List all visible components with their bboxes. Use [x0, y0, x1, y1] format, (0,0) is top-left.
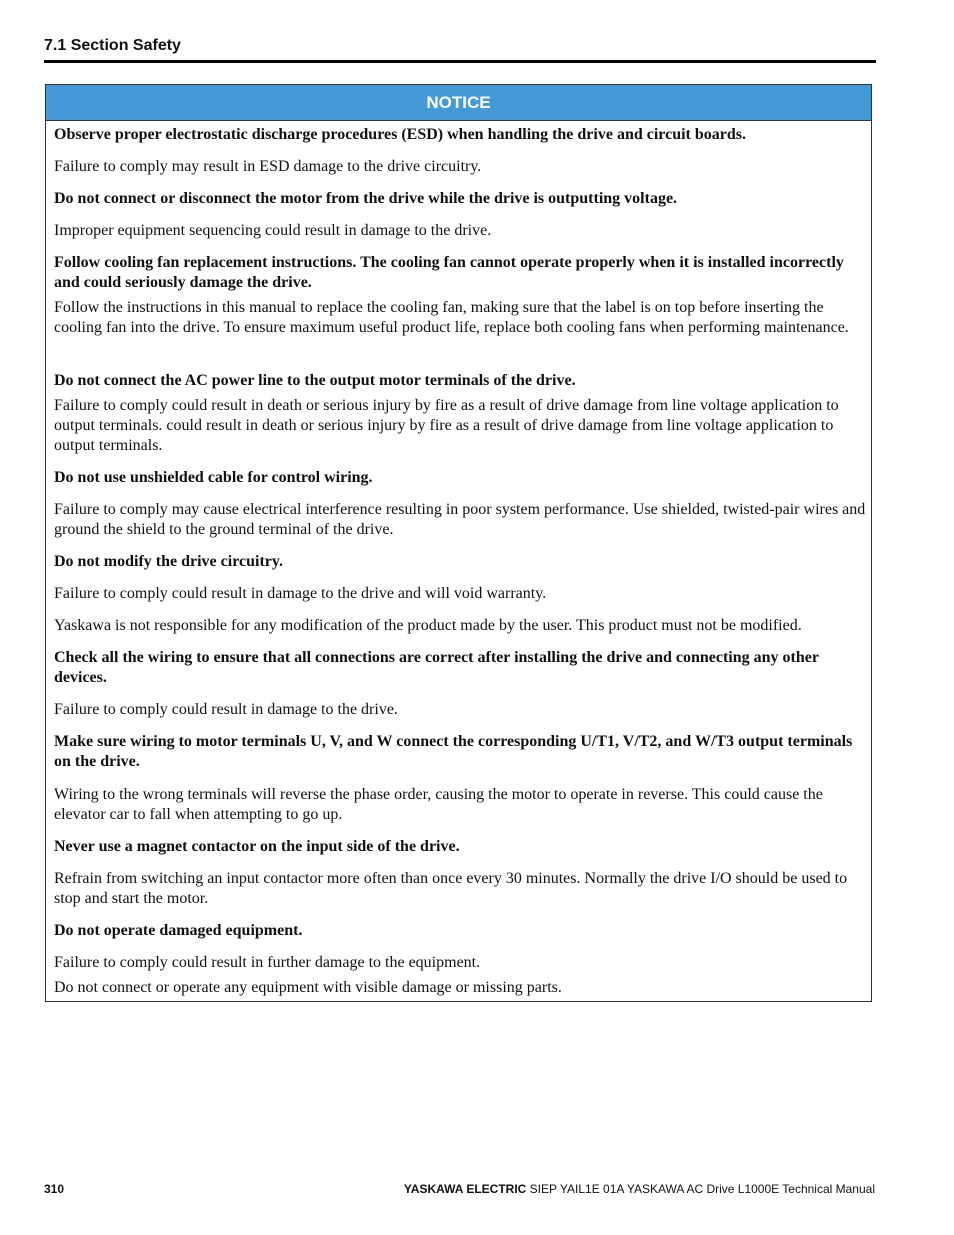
section-header-title: 7.1 Section Safety	[44, 37, 181, 54]
notice-item: Do not connect the AC power line to the output motor terminals of the drive.	[54, 372, 576, 389]
notice-heading: NOTICE	[46, 85, 871, 121]
notice-item: Yaskawa is not responsible for any modification of the product made by the user. This product must not be modified.	[54, 617, 802, 634]
notice-box	[45, 84, 872, 1002]
notice-item: Do not use unshielded cable for control wiring.	[54, 469, 373, 486]
notice-item: Do not operate damaged equipment.	[54, 922, 303, 939]
footer-manual-title	[404, 1182, 875, 1196]
notice-item: Never use a magnet contactor on the input side of the drive.	[54, 838, 460, 855]
notice-item: Check all the wiring to ensure that all connections are correct after installing the drive and connecting any other devices.	[54, 649, 819, 686]
footer-brand: YASKAWA ELECTRIC	[403, 1182, 527, 1196]
notice-item: Wiring to the wrong terminals will reverse the phase order, causing the motor to operate in reverse. This could cause the elevator car to fall when attempting to go up.	[54, 786, 823, 823]
notice-item: Follow cooling fan replacement instructions. The cooling fan cannot operate properly when it is installed incorrectly and could seriously damage the drive.	[54, 254, 844, 291]
notice-item: Failure to comply could result in further damage to the equipment.	[54, 954, 481, 971]
header-rule	[44, 60, 876, 63]
notice-item: Do not connect or operate any equipment with visible damage or missing parts.	[54, 979, 562, 996]
notice-item: Make sure wiring to motor terminals U, V, and W connect the corresponding U/T1, V/T2, and W/T3 output terminals on the drive.	[54, 733, 853, 770]
notice-item: Failure to comply could result in damage to the drive.	[54, 701, 398, 718]
notice-item: Failure to comply could result in death or serious injury by fire as a result of drive damage from line voltage application to output terminals. could result in death or serious injury by fire as a result of drive damage from line voltage application to output terminals.	[54, 397, 839, 454]
notice-item: Do not connect or disconnect the motor from the drive while the drive is outputting voltage.	[54, 190, 678, 207]
notice-item: Improper equipment sequencing could result in damage to the drive.	[54, 222, 492, 239]
notice-item: Do not modify the drive circuitry.	[54, 553, 284, 570]
page-number: 310	[44, 1182, 65, 1196]
notice-item: Failure to comply may cause electrical interference resulting in poor system performance. Use shielded, twisted-pair wires and ground the shield to the ground terminal of the drive.	[54, 501, 866, 538]
notice-item: Failure to comply may result in ESD damage to the drive circuitry.	[54, 158, 482, 175]
notice-item: Observe proper electrostatic discharge procedures (ESD) when handling the drive and circuit boards.	[54, 126, 746, 143]
footer-manual: SIEP YAIL1E 01A YASKAWA AC Drive L1000E Technical Manual	[526, 1182, 875, 1196]
notice-item: Failure to comply could result in damage to the drive and will void warranty.	[54, 585, 547, 602]
notice-item: Follow the instructions in this manual to replace the cooling fan, making sure that the label is on top before inserting the cooling fan into the drive. To ensure maximum useful product life, replace both cooling fans when performing maintenance.	[54, 299, 849, 336]
notice-item: Refrain from switching an input contactor more often than once every 30 minutes. Normally the drive I/O should be used to stop and start the motor.	[54, 870, 848, 907]
